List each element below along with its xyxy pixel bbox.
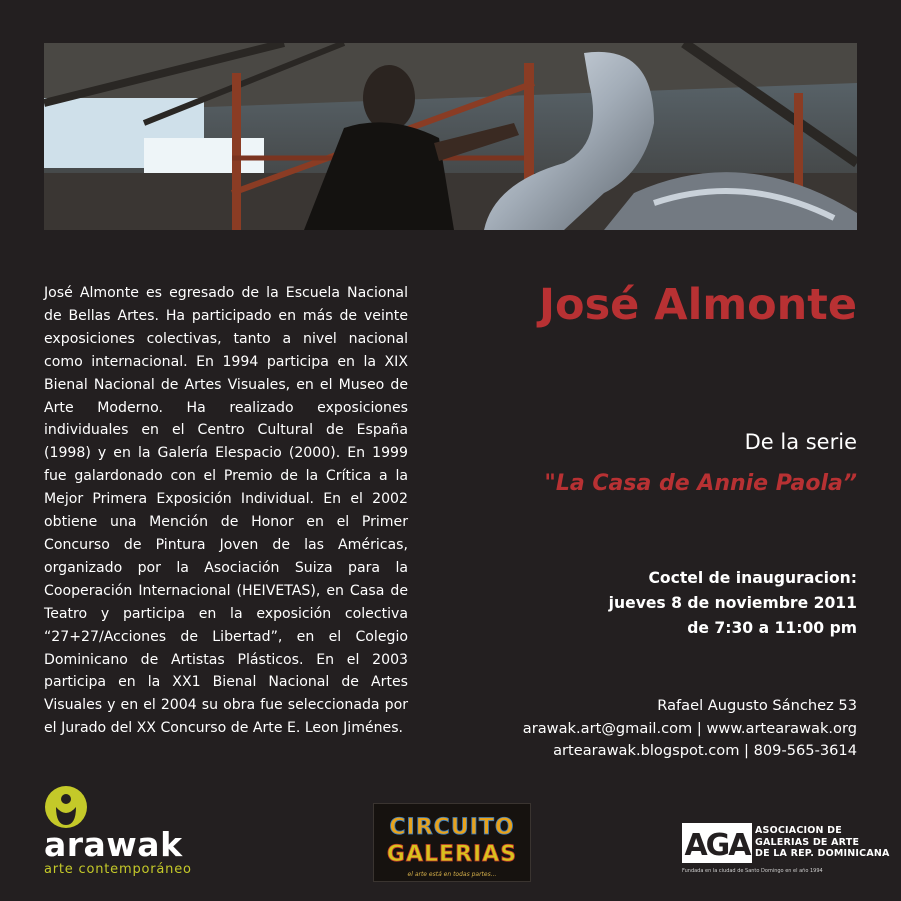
aga-line2: GALERIAS DE ARTE bbox=[755, 836, 860, 848]
aga-mark-text: AGA bbox=[684, 828, 750, 863]
event-details bbox=[609, 566, 857, 641]
series-title: "La Casa de Annie Paola” bbox=[544, 471, 857, 496]
event-time: de 7:30 a 11:00 pm bbox=[687, 619, 857, 637]
circuito-tagline: el arte está en todas partes... bbox=[407, 871, 497, 878]
circuito-galerias-mark bbox=[374, 804, 530, 881]
aga-emblem-icon bbox=[682, 823, 752, 863]
event-date: jueves 8 de noviembre 2011 bbox=[608, 594, 857, 612]
series-label: De la serie bbox=[744, 430, 857, 454]
circuito-line2: GALERIAS bbox=[386, 842, 518, 867]
blog-phone[interactable]: artearawak.blogspot.com | 809-565-3614 bbox=[553, 742, 857, 759]
artist-name: José Almonte bbox=[539, 280, 857, 330]
contact-info bbox=[523, 695, 857, 763]
artist-biography: José Almonte es egresado de la Escuela Nacional de Bellas Artes. Ha participado en más de veinte exposiciones colectivas, tanto a nivel nacional como internacional. En 1994 participa en la XIX Bienal Nacional de Artes Visuales, en el Museo de Arte Moderno. Ha realizado exposiciones individuales en el Centro Cultural de España (1998) y en la Galería Elespacio (2000). En 1999 fue galardonado con el Premio de la Crítica a la Mejor Primera Exposición Individual. En el 2002 obtiene una Mención de Honor en el Primer Concurso de Pintura Joven de las Américas, organizado por la Asociación Suiza para la Cooperación Internacional (HEIVETAS), en Casa de Teatro y participa en la exposición colectiva “27+27/Acciones de Libertad”, en el Colegio Dominicano de Artistas Plásticos. En el 2003 participa en la XX1 Bienal Nacional de Artes Visuales y en el 2004 su obra fue seleccionada por el Jurado del XX Concurso de Arte E. Leon Jiménes. bbox=[44, 285, 408, 737]
circuito-line1: CIRCUITO bbox=[389, 815, 515, 840]
gallery-address: Rafael Augusto Sánchez 53 bbox=[657, 697, 857, 714]
arawak-tagline: arte contemporáneo bbox=[44, 862, 192, 877]
circuito-galerias-logo bbox=[373, 803, 531, 882]
email-website[interactable]: arawak.art@gmail.com | www.artearawak.org bbox=[522, 719, 857, 737]
aga-logo bbox=[682, 823, 890, 878]
event-title: Coctel de inauguracion: bbox=[648, 569, 857, 587]
sculpture-photo-image bbox=[44, 43, 857, 230]
aga-founded-note: Fundada en la ciudad de Santo Domingo en el año 1994 bbox=[682, 868, 823, 874]
arawak-wordmark: arawak bbox=[44, 825, 183, 864]
header-photo bbox=[44, 43, 857, 230]
aga-line1: ASOCIACION DE bbox=[755, 825, 842, 836]
arawak-emblem-icon bbox=[44, 785, 88, 829]
aga-name bbox=[755, 825, 890, 860]
arawak-logo bbox=[44, 785, 214, 880]
aga-line3: DE LA REP. DOMINICANA bbox=[755, 848, 890, 859]
